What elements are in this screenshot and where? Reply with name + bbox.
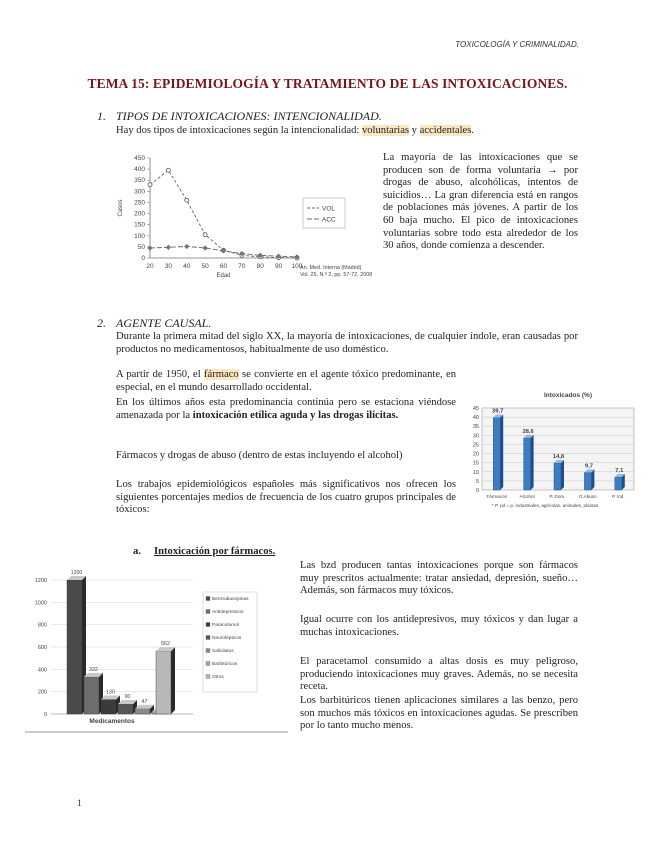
section2-para3: En los últimos años esta predominancia continúa pero se estaciona viéndose amenazada por la intoxicación etílica aguda y las drogas ilícitas. — [116, 397, 456, 421]
legend-box — [303, 198, 345, 228]
legend-swatch — [206, 610, 210, 614]
bar — [493, 418, 500, 490]
x-tick-label: 100 — [291, 263, 303, 270]
y-tick-label: 400 — [134, 166, 145, 174]
data-point-vol — [203, 233, 207, 237]
data-point-acc — [184, 244, 189, 249]
y-tick-label: 450 — [134, 155, 145, 162]
x-tick-label: 60 — [219, 263, 228, 270]
legend-label-acc: ACC — [322, 216, 336, 224]
y-tick-label: 350 — [134, 177, 145, 185]
bar-side — [500, 415, 503, 490]
bar — [118, 704, 133, 714]
section2-para5: Los trabajos epidemiológicos españoles más significativos nos ofrecen los siguientes porcentajes medios de frecuencia de los cuatro grupos principales de tóxicos: — [116, 479, 456, 516]
section1-heading: TIPOS DE INTOXICACIONES: INTENCIONALIDAD. — [116, 109, 382, 123]
bar — [554, 463, 561, 490]
data-point-vol — [166, 168, 170, 172]
section2-para1: Durante la primera mitad del siglo XX, la mayoría de intoxicaciones, de cualquier índole, eran causadas por productos no medicamentosos, habitualmente de uso doméstico. — [116, 331, 578, 355]
section2-para4: Fármacos y drogas de abuso (dentro de estas incluyendo el alcohol) — [116, 450, 403, 461]
x-tick-label: Fármacos — [486, 494, 507, 499]
y-tick-label: 400 — [37, 667, 47, 674]
x-tick-label: P. Dom. — [549, 494, 566, 499]
y-tick-label: 15 — [472, 460, 479, 467]
x-tick-label: D.Abuso — [579, 494, 597, 499]
y-tick-label: 10 — [472, 469, 479, 476]
x-tick-label: 70 — [238, 263, 246, 270]
data-point-vol — [148, 183, 152, 187]
paragraph-barbituricos: Los barbitúricos tienen aplicaciones similares a las benzo, pero son muchos más tóxicos en intoxicaciones agudas. Se prescriben por lo tanto mucho menos. — [300, 695, 578, 732]
legend-swatch — [206, 675, 210, 679]
x-tick-label: 50 — [201, 263, 209, 270]
data-point-acc — [203, 246, 208, 251]
section2-number: 2. — [97, 316, 106, 330]
legend-label: Otros — [212, 675, 224, 680]
bar — [615, 477, 622, 490]
y-tick-label: 35 — [472, 424, 479, 431]
bar — [67, 580, 82, 714]
bar-value-label: 562 — [161, 641, 170, 648]
bar-side — [591, 469, 594, 490]
bar-side — [171, 647, 175, 714]
medicamentos-bar-chart — [23, 570, 293, 735]
legend-label: Neurolépticos — [212, 636, 242, 641]
source-line-1: An. Med. Interna (Madrid) — [300, 265, 362, 271]
bar — [84, 677, 99, 714]
series-line-vol — [150, 170, 297, 258]
y-tick-label: 200 — [134, 210, 145, 218]
chart-footnote: * P. pd = p. industriales, agrícolas, animales, plantas — [492, 503, 599, 508]
bar-value-label: 7,1 — [615, 468, 624, 475]
chart-title: Intoxicados (%) — [543, 392, 593, 399]
intoxicados-bar-chart — [462, 386, 640, 516]
data-point-acc — [166, 245, 171, 250]
bar — [135, 709, 150, 714]
page-number: 1 — [77, 798, 82, 808]
y-tick-label: 40 — [472, 415, 479, 422]
subsection-heading: Intoxicación por fármacos. — [154, 546, 276, 557]
legend-label: Barbitúricos — [212, 662, 238, 667]
x-axis-title: Edad — [216, 273, 231, 279]
highlight-accidentales: accidentales — [419, 125, 472, 136]
x-tick-label: 80 — [256, 263, 264, 270]
section1-paragraph: La mayoría de las intoxicaciones que se producen son de forma voluntaria → por drogas de abuso, alcohólicas, intentos de suicidios… La gran diferencia está en rangos de poblaciones más jóvenes. A partir de los 60 baja mucho. El pico de intoxicaciones voluntarias sobre todo esta alrededor de los 30 años, donde comienza a descender. — [383, 152, 578, 252]
y-tick-label: 150 — [134, 221, 145, 229]
bar — [101, 699, 116, 714]
bar — [156, 651, 171, 714]
legend-label: Paracetamol — [212, 623, 239, 628]
y-tick-label: 1000 — [34, 600, 47, 607]
legend-swatch — [206, 597, 210, 601]
running-header: TOXICOLOGÍA Y CRIMINALIDAD. — [455, 40, 579, 49]
bar-value-label: 47 — [141, 698, 148, 705]
y-tick-label: 0 — [43, 712, 47, 718]
section1-intro: Hay dos tipos de intoxicaciones según la intencionalidad: voluntarias y accidentales. — [116, 125, 475, 136]
bar-value-label: 9,7 — [584, 463, 593, 470]
highlight-farmaco: fármaco — [204, 369, 239, 380]
bar-value-label: 1200 — [70, 570, 83, 576]
y-tick-label: 250 — [134, 199, 145, 207]
legend-label: Salicilatos — [212, 649, 234, 654]
legend-label-vol: VOL — [322, 205, 336, 213]
y-tick-label: 25 — [472, 442, 479, 449]
x-tick-label: 30 — [164, 263, 172, 270]
bar-value-label: 39,7 — [492, 408, 504, 415]
highlight-voluntarias: voluntarias — [361, 125, 410, 136]
y-tick-label: 300 — [134, 188, 145, 196]
y-tick-label: 1200 — [34, 578, 47, 584]
legend-label: Benzodiacepinas — [212, 597, 249, 602]
bar — [524, 438, 531, 490]
y-tick-label: 600 — [37, 645, 47, 651]
bar-side — [561, 460, 564, 490]
y-tick-label: 20 — [472, 451, 479, 458]
legend-swatch — [206, 649, 210, 653]
legend-swatch — [206, 623, 210, 627]
bar-side — [531, 435, 534, 490]
y-tick-label: 100 — [134, 232, 145, 240]
y-tick-label: 30 — [472, 433, 479, 440]
y-tick-label: 45 — [472, 406, 479, 412]
bar — [584, 472, 591, 490]
section2-para2: A partir de 1950, el fármaco se convierte en el agente tóxico predominante, en especial, en el mundo desarrollado occidental. — [116, 369, 456, 393]
y-axis-title: Casos — [118, 199, 124, 217]
y-tick-label: 5 — [475, 478, 479, 485]
bar-value-label: 332 — [89, 666, 98, 673]
data-point-vol — [185, 198, 189, 202]
bar-value-label: 130 — [106, 689, 115, 696]
paragraph-paracetamol: El paracetamol consumido a altas dosis es muy peligroso, produciendo intoxicaciones muy graves. Además, no se necesita receta. — [300, 656, 578, 693]
y-tick-label: 0 — [141, 255, 145, 262]
age-line-chart — [112, 150, 377, 290]
legend-label: Antidepresivos — [212, 610, 244, 615]
y-tick-label: 800 — [37, 622, 47, 629]
x-tick-label: Alcohol — [519, 494, 535, 499]
section1-number: 1. — [97, 109, 106, 123]
legend-swatch — [206, 662, 210, 666]
subsection-letter: a. — [133, 546, 141, 557]
paragraph-antidepresivos: Igual ocurre con los antidepresivos, muy tóxicos y dan lugar a muchas intoxicaciones. — [300, 614, 578, 638]
x-tick-label: P. Ind. — [611, 494, 625, 499]
x-tick-label: 90 — [275, 263, 283, 270]
section2-heading: AGENTE CAUSAL. — [116, 316, 212, 330]
paragraph-bzd: Las bzd producen tantas intoxicaciones porque son fármacos muy prescritos actualmente: tratar ansiedad, depresión, sueño… Además, son fármacos muy tóxicos. — [300, 560, 578, 597]
bar-value-label: 90 — [124, 693, 131, 700]
y-tick-label: 0 — [475, 488, 479, 494]
bar-value-label: 14,8 — [552, 454, 565, 461]
x-tick-label: 20 — [146, 263, 154, 270]
y-tick-label: 50 — [137, 243, 145, 251]
data-point-acc — [148, 246, 153, 251]
x-tick-label: 40 — [183, 263, 191, 270]
y-tick-label: 200 — [37, 689, 47, 696]
x-axis-title: Medicamentos — [89, 718, 135, 725]
page-title: TEMA 15: EPIDEMIOLOGÍA Y TRATAMIENTO DE LAS INTOXICACIONES. — [87, 76, 568, 91]
source-line-2: Vol. 25, N.º 2, pp. 57-72, 2008 — [300, 272, 373, 278]
bar-value-label: 28,6 — [522, 428, 534, 435]
legend-swatch — [206, 636, 210, 640]
